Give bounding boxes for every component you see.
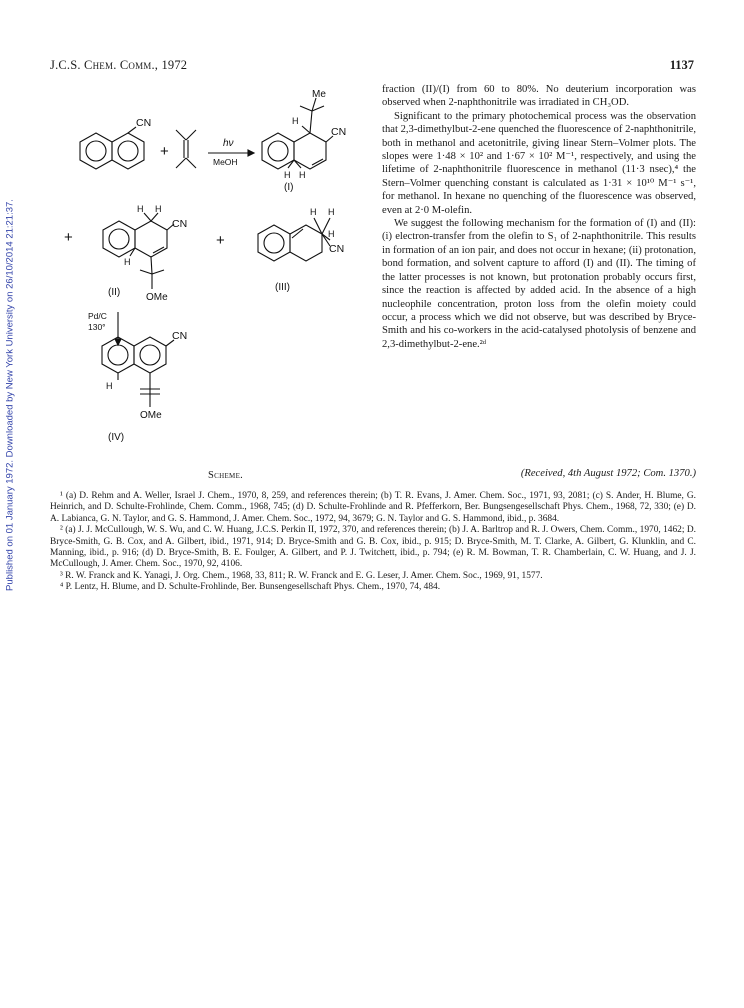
article-body: [382, 83, 696, 351]
methyl-label-i: Me: [312, 89, 326, 100]
methoxy-label-ii: OMe: [146, 292, 168, 303]
h-label-i-top: H: [292, 116, 299, 126]
reaction-scheme: [48, 84, 378, 454]
temperature-label: 130°: [88, 322, 106, 332]
reaction-scheme-drawing: [48, 84, 378, 454]
nitrile-label-iv: CN: [172, 330, 188, 342]
nitrile-label-i: CN: [331, 126, 347, 138]
h-label-iv: H: [106, 381, 113, 391]
body-paragraph-1: fraction (II)/(I) from 60 to 80%. No deuterium incorporation was observed when 2-naphthonitrile was irradiated in CH₃OD.: [382, 84, 696, 109]
h-label-iii-right: H: [328, 207, 335, 217]
body-paragraph-2: Significant to the primary photochemical process was the observation that 2,3-dimethylbut-2-ene quenched the fluorescence of 2-naphthonitrile, both in methanol and acetonitrile, giving linear Stern–Volmer plots. The slopes were 1·48 × 10² and 1·67 × 10² M⁻¹, respectively, and using the lifetime of 2-naphthonitrile fluorescence in methanol (11·3 nsec),⁴ the Stern–Volmer quenching constant is calculated as 1·31 × 10¹⁰ M⁻¹ s⁻¹, for methanol. In hexane no quenching of the fluorescence was observed, even at 2·0 M-olefin.: [382, 110, 696, 216]
methanol-label: MeOH: [213, 157, 238, 167]
reference-3: ³ R. W. Franck and K. Yanagi, J. Org. Chem., 1968, 33, 811; R. W. Franck and E. G. Leser, J. Amer. Chem. Soc., 1969, 91, 1577.: [60, 570, 543, 581]
compound-label-iv: (IV): [108, 432, 125, 443]
compound-label-iii: (III): [275, 282, 290, 293]
h-label-ii-bottom: H: [124, 257, 131, 267]
reference-2: ² (a) J. J. McCullough, W. S. Wu, and C. W. Huang, J.C.S. Perkin II, 1972, 370, and references therein; (b) J. A. Barltrop and R. J. Owers, Chem. Comm., 1970, 1462; D. Bryce-Smith, G. B. Cox, and A. Gilbert, ibid., 1971, 914; D. Bryce-Smith and G. B. Cox, ibid., p. 915; D. Bryce-Smith, M. T. Clarke, A. Gilbert, G. Klunklin, and C. Manning, ibid., p. 916; (d) D. Bryce-Smith, B. E. Foulger, A. Gilbert, and P. J. Twitchett, ibid., p. 794; (e) R. M. Bowman, T. R. Chamberlain, C. W. Huang, and J. J. McCullough, J. Amer. Chem. Soc., 1970, 92, 4106.: [50, 525, 696, 570]
page-number: 1137: [669, 58, 694, 72]
plus-sign-middle: +: [216, 232, 225, 249]
download-watermark-text: Published on 01 January 1972. Downloaded by New York University on 26/10/2014 21:21:37.: [4, 199, 16, 591]
hv-label: hν: [223, 138, 234, 149]
catalyst-label: Pd/C: [88, 311, 107, 321]
plus-sign-reactants: +: [160, 143, 169, 160]
plus-sign-left: +: [64, 229, 73, 246]
h-label-i-bottom-right: H: [299, 170, 306, 180]
reference-4: ⁴ P. Lentz, H. Blume, and D. Schulte-Frohlinde, Ber. Bunsengesellschaft Phys. Chem., 1970, 74, 484.: [60, 582, 441, 593]
references: [50, 491, 696, 594]
h-label-ii-left: H: [137, 204, 144, 214]
received-note: [480, 468, 696, 479]
page-header: [50, 58, 694, 76]
body-paragraph-3: We suggest the following mechanism for the formation of (I) and (II): (i) electron-transfer from the olefin to S₁ of 2-naphthonitrile. This results in formation of an ion pair, and does not occur in hexane; (ii) protonation, bond formation, and solvent capture to afford (I) and (II). The timing of the latter processes is not known, but protonation probably occurs first, since the reaction is affected by added acid. In the absence of a high nucleophile concentration, proton loss from the olefin moiety could occur, a process which we did not observe, but was described by Bryce-Smith and his co-workers in the acid-catalysed photolysis of benzene and 2,3-dimethylbut-2-ene.²ᵈ: [382, 218, 696, 350]
received-text: (Received, 4th August 1972; Com. 1370.): [520, 468, 696, 479]
nitrile-label-reactant: CN: [136, 117, 152, 129]
compound-label-i: (I): [284, 182, 294, 193]
nitrile-label-iii: CN: [329, 243, 345, 255]
nitrile-label-ii: CN: [172, 218, 188, 230]
h-label-ii-right: H: [155, 204, 162, 214]
download-watermark: [2, 150, 18, 640]
reference-1: ¹ (a) D. Rehm and A. Weller, Israel J. Chem., 1970, 8, 259, and references therein; (b) T. R. Evans, J. Amer. Chem. Soc., 1971, 93, 2081; (c) S. Ander, H. Blume, G. Heinrich, and D. Schulte-Frohlinde, Chem. Comm., 1968, 745; (d) D. Schulte-Frohlinde and R. Pfefferkorn, Ber. Bungsengesellschaft Phys. Chem., 1968, 72, 330; (e) D. A. Labianca, G. N. Taylor, and G. S. Hammond, J. Amer. Chem. Soc., 1972, 94, 3679; G. N. Taylor and G. S. Hammond, ibid., p. 3684.: [50, 491, 696, 524]
methoxy-label-iv: OMe: [140, 410, 162, 421]
h-label-i-bottom-left: H: [284, 170, 291, 180]
scheme-caption: Scheme.: [208, 470, 244, 481]
h-label-iii-mid: H: [328, 229, 335, 239]
journal-title: J.C.S. Chem. Comm., 1972: [50, 58, 188, 72]
compound-label-ii: (II): [108, 287, 121, 298]
h-label-iii-left: H: [310, 207, 317, 217]
